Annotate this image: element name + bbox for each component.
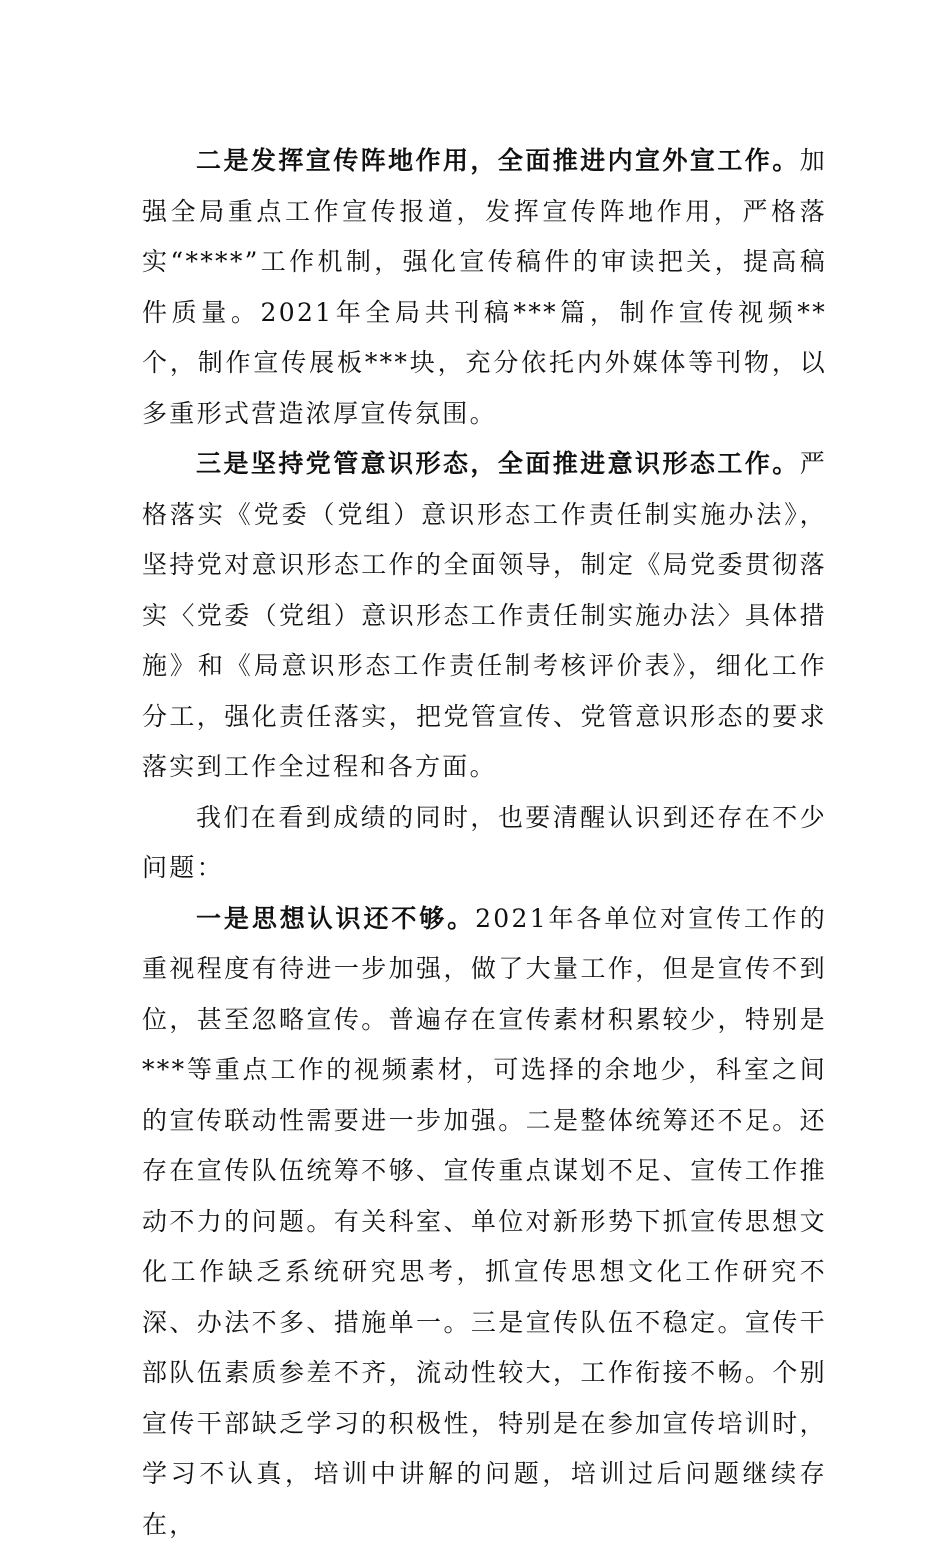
paragraph-text: 加强全局重点工作宣传报道，发挥宣传阵地作用，严格落实“****”工作机制，强化宣传稿件的审读把关，提高稿件质量。2021年全局共刊稿***篇，制作宣传视频**个，制作宣传展板***块，充分依托内外媒体等刊物，以多重形式营造浓厚宣传氛围。 — [142, 146, 827, 428]
paragraph-ideology-work — [142, 439, 827, 793]
document-body — [142, 136, 827, 1550]
paragraph-lead: 一是思想认识还不够。 — [196, 904, 475, 933]
paragraph-text: 2021年各单位对宣传工作的重视程度有待进一步加强，做了大量工作，但是宣传不到位，甚至忽略宣传。普遍存在宣传素材积累较少，特别是***等重点工作的视频素材，可选择的余地少，科室之间的宣传联动性需要进一步加强。二是整体统筹还不足。还存在宣传队伍统筹不够、宣传重点谋划不足、宣传工作推动不力的问题。有关科室、单位对新形势下抓宣传思想文化工作缺乏系统研究思考，抓宣传思想文化工作研究不深、办法不多、措施单一。三是宣传队伍不稳定。宣传干部队伍素质参差不齐，流动性较大，工作衔接不畅。个别宣传干部缺乏学习的积极性，特别是在参加宣传培训时，学习不认真，培训中讲解的问题，培训过后问题继续存在， — [142, 904, 827, 1539]
paragraph-lead: 三是坚持党管意识形态，全面推进意识形态工作。 — [196, 449, 800, 478]
paragraph-text: 我们在看到成绩的同时，也要清醒认识到还存在不少问题： — [142, 803, 827, 883]
paragraph-lead: 二是发挥宣传阵地作用，全面推进内宣外宣工作。 — [196, 146, 800, 175]
paragraph-text: 严格落实《党委（党组）意识形态工作责任制实施办法》，坚持党对意识形态工作的全面领导，制定《局党委贯彻落实〈党委（党组）意识形态工作责任制实施办法〉具体措施》和《局意识形态工作责任制考核评价表》，细化工作分工，强化责任落实，把党管宣传、党管意识形态的要求落实到工作全过程和各方面。 — [142, 449, 827, 781]
paragraph-publicity-positions — [142, 136, 827, 439]
paragraph-problems-list — [142, 894, 827, 1550]
paragraph-problems-intro — [142, 793, 827, 894]
